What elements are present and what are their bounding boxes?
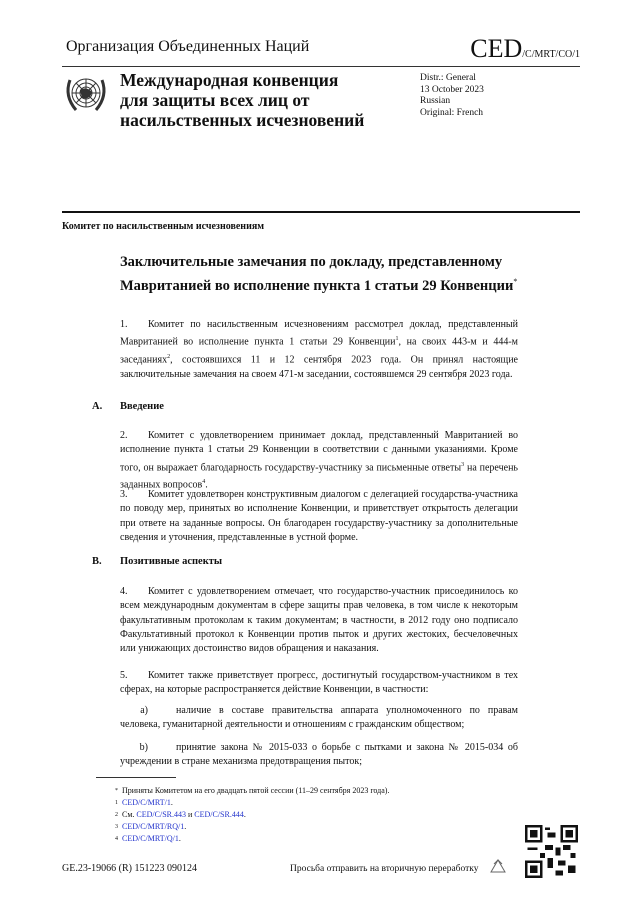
paragraph-2 — [120, 429, 518, 493]
document-link[interactable]: CED/C/SR.443 — [136, 810, 186, 819]
footnote-mark: * — [115, 788, 118, 794]
footnote — [108, 833, 389, 845]
footnote-ref[interactable]: 1 — [395, 336, 399, 343]
footnote-text: . — [184, 822, 187, 831]
footnote-mark: 1 — [115, 800, 118, 806]
section-b-heading — [92, 556, 222, 567]
paragraph-3 — [120, 488, 518, 545]
para-text: Комитет с удовлетворением принимает доклад, представленный Мавританией во исполнение пункта 1 статьи 29 Конвенции в соответствии с данными указаниями. Кроме того, он выражает благодарность государству-участнику за письменные ответы — [120, 430, 518, 473]
un-emblem-icon — [62, 70, 110, 118]
para-text: Комитет по насильственным исчезновениям рассмотрел доклад, представленный Мавританией во исполнение пункта 1 статьи 29 Конвенции — [120, 319, 518, 348]
para-text: , на своих 443-м и 444-м заседаниях — [120, 336, 518, 366]
footnote — [108, 797, 389, 809]
title-line: насильственных исчезновений — [120, 110, 365, 130]
original-line: Original: French — [420, 107, 484, 118]
section-rule — [62, 211, 580, 213]
organization-name: Организация Объединенных Наций — [66, 38, 310, 55]
footnotes — [108, 785, 389, 845]
footnote-text: . — [243, 810, 246, 819]
document-link[interactable]: CED/C/MRT/1 — [122, 798, 171, 807]
recycle-note: Просьба отправить на вторичную переработку — [290, 864, 479, 874]
title-line: для защиты всех лиц от — [120, 90, 310, 110]
footnote-text: . — [170, 798, 173, 807]
title-line: Международная конвенция — [120, 70, 339, 90]
subparagraph-a — [120, 704, 518, 733]
para-number: 3. — [120, 489, 128, 500]
paragraph-5 — [120, 669, 518, 698]
footnote-text: и — [185, 810, 195, 819]
section-letter: B. — [92, 556, 102, 567]
footnote — [108, 821, 389, 833]
para-number: 1. — [120, 319, 128, 330]
document-link[interactable]: CED/C/MRT/RQ/1 — [122, 822, 185, 831]
para-text: Комитет также приветствует прогресс, достигнутый государством-участником в тех сферах, на которые распространяется действие Конвенции, в частности: — [120, 670, 518, 696]
language-line: Russian — [420, 96, 451, 106]
convention-title — [120, 70, 410, 130]
footnote-text: . — [178, 834, 181, 843]
footnote-ref[interactable]: 3 — [461, 461, 465, 468]
symbol-main: CED — [470, 34, 523, 63]
paragraph-1 — [120, 318, 518, 382]
para-text: Комитет удовлетворен конструктивным диалогом с делегацией государства-участника по поводу мер, принятых во исполнение Конвенции, и приветствует открытость делегации при ответе на заданные вопросы. Он благодарен государству-участнику за дополнительные сведения и уточнения, представленные в устной форме. — [120, 489, 518, 543]
footnote-ref[interactable]: 4 — [202, 479, 206, 486]
footnote-text: См. — [122, 810, 137, 819]
para-letter: a) — [140, 705, 148, 716]
para-letter: b) — [139, 742, 148, 753]
para-text: , состоявшихся 11 и 12 сентября 2023 года. Он принял настоящие заключительные замечания на своем 471-м заседании, состоявшемся 29 сентября 2023 года. — [120, 354, 518, 380]
subparagraph-b — [120, 741, 518, 770]
section-letter: A. — [92, 401, 103, 412]
footnote — [108, 785, 389, 797]
footnote-ref[interactable]: 2 — [167, 353, 171, 360]
footnote — [108, 809, 389, 821]
footnote-text: Приняты Комитетом на его двадцать пятой сессии (11–29 сентября 2023 года). — [122, 786, 390, 795]
symbol-sub: /C/MRT/CO/1 — [522, 49, 580, 60]
para-text: принятие закона № 2015-033 о борьбе с пытками и закона № 2015-034 об учреждении в стране механизма предотвращения пыток; — [120, 742, 518, 768]
footnote-rule — [96, 777, 176, 778]
header-rule — [62, 66, 580, 67]
footnote-mark: 3 — [115, 824, 118, 830]
section-title: Введение — [120, 401, 164, 412]
para-text: наличие в составе правительства аппарата уполномоченного по правам человека, гуманитарной деятельности и отношениям с гражданским обществом; — [120, 705, 518, 731]
document-link[interactable]: CED/C/SR.444 — [194, 810, 244, 819]
section-a-heading — [92, 401, 164, 412]
para-text: . — [205, 479, 208, 491]
qr-code-icon[interactable] — [525, 825, 578, 878]
footnote-mark: 2 — [115, 812, 118, 818]
distr-line: Distr.: General — [420, 73, 476, 83]
para-number: 5. — [120, 670, 128, 681]
document-link[interactable]: CED/C/MRT/Q/1 — [122, 834, 179, 843]
job-number: GE.23-19066 (R) 151223 090124 — [62, 863, 197, 874]
para-number: 4. — [120, 586, 128, 597]
section-title: Позитивные аспекты — [120, 556, 223, 567]
footnote-mark: 4 — [115, 836, 118, 842]
distribution-info — [420, 73, 484, 119]
committee-name: Комитет по насильственным исчезновениям — [62, 221, 265, 232]
heading-text: Заключительные замечания по докладу, представленному Мавританией во исполнение пункта 1 статьи 29 Конвенции — [120, 254, 514, 294]
paragraph-4 — [120, 585, 518, 656]
footnote-ref[interactable]: * — [513, 277, 518, 286]
date-line: 13 October 2023 — [420, 84, 484, 95]
para-text: Комитет с удовлетворением отмечает, что государство-участник присоединилось ко всем международным документам в сфере защиты прав человека, в том числе к некоторым факультативным протоколам к таким документам; в частности, в 2012 году оно подписало Факультативный протокол к Конвенции против пыток и других жестоких, бесчеловечных или унижающих достоинство видов обращения и наказания. — [120, 586, 518, 655]
document-heading — [120, 253, 520, 296]
para-number: 2. — [120, 430, 128, 441]
para-text: на перечень заданных вопросов — [120, 461, 518, 491]
document-symbol — [470, 34, 580, 64]
recycle-icon — [488, 858, 508, 878]
